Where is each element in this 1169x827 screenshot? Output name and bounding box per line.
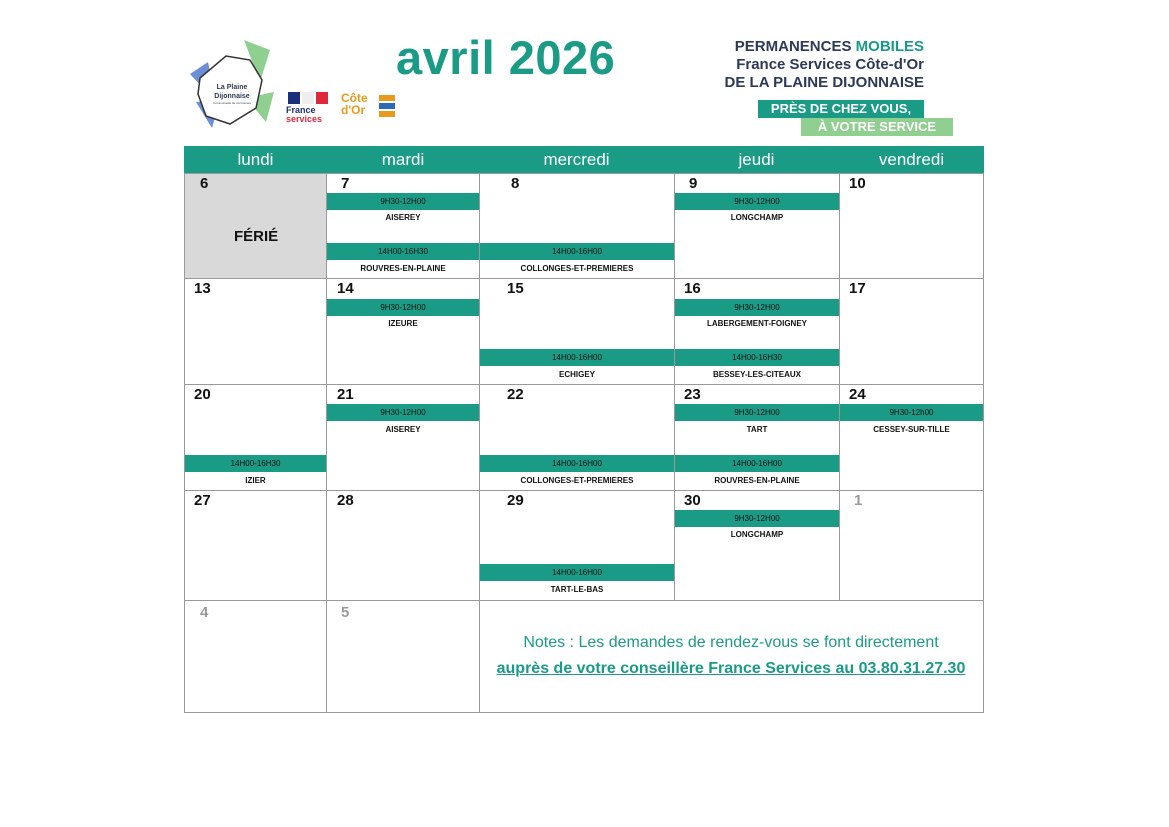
location: TART	[746, 425, 768, 434]
notes	[480, 630, 982, 682]
time-slot: 9H30-12H00	[675, 509, 839, 527]
day-number: 23	[684, 386, 701, 403]
location: CESSEY-SUR-TILLE	[873, 425, 950, 434]
day-number: 10	[849, 175, 866, 192]
day-header-mardi: mardi	[327, 146, 479, 173]
day-number: 4	[200, 604, 209, 621]
time-slot: 14H00-16H30	[675, 348, 839, 366]
location: LONGCHAMP	[730, 530, 784, 539]
time-slot: 14H00-16H00	[480, 563, 674, 581]
header-line1a: PERMANENCES	[734, 38, 852, 55]
time-slot: 9H30-12h00	[840, 403, 983, 421]
location: ROUVRES-EN-PLAINE	[714, 476, 800, 485]
notes-line1: Notes : Les demandes de rendez-vous se font directement	[523, 634, 939, 651]
day-number: 22	[507, 386, 524, 403]
location: AISEREY	[385, 425, 421, 434]
day-header-jeudi: jeudi	[674, 146, 839, 173]
location: COLLONGES-ET-PREMIERES	[520, 264, 634, 273]
day-number: 1	[854, 492, 863, 509]
day-header-vendredi: vendredi	[839, 146, 984, 173]
calendar	[184, 146, 984, 713]
time-slot: 9H30-12H00	[327, 403, 479, 421]
day-header-mercredi: mercredi	[479, 146, 674, 173]
location: COLLONGES-ET-PREMIERES	[520, 476, 634, 485]
location: AISEREY	[385, 213, 421, 222]
time-slot: 9H30-12H00	[675, 298, 839, 316]
france-services-logo: France services	[286, 92, 330, 128]
day-number: 20	[194, 386, 211, 403]
day-number: 13	[194, 280, 211, 297]
day-number: 21	[337, 386, 354, 403]
day-number: 8	[511, 175, 520, 192]
day-header-lundi: lundi	[184, 146, 327, 173]
location: TART-LE-BAS	[550, 585, 604, 594]
svg-text:Communauté de communes: Communauté de communes	[213, 101, 251, 105]
time-slot: 14H00-16H00	[675, 454, 839, 472]
badge-a-votre-service: À VOTRE SERVICE	[801, 118, 953, 136]
location: BESSEY-LES-CITEAUX	[712, 370, 801, 379]
time-slot: 14H00-16H00	[480, 242, 674, 260]
day-number: 27	[194, 492, 211, 509]
time-slot: 14H00-16H30	[327, 242, 479, 260]
notes-line2-link[interactable]: auprès de votre conseillère France Services au 03.80.31.27.30	[496, 660, 966, 677]
time-slot: 14H00-16H00	[480, 348, 674, 366]
day-cell	[674, 173, 840, 279]
location: IZIER	[245, 476, 266, 485]
day-number: 5	[341, 604, 350, 621]
time-slot: 9H30-12H00	[327, 192, 479, 210]
day-number: 28	[337, 492, 354, 509]
day-number: 15	[507, 280, 524, 297]
plaine-dijonnaise-logo	[186, 38, 278, 130]
header-text	[660, 38, 924, 92]
day-number: 7	[341, 175, 350, 192]
holiday-label: FÉRIÉ	[234, 228, 279, 245]
header-line3: DE LA PLAINE DIJONNAISE	[724, 74, 924, 91]
svg-text:Dijonnaise: Dijonnaise	[214, 93, 250, 100]
day-number: 29	[507, 492, 524, 509]
day-number: 17	[849, 280, 866, 297]
day-number: 6	[200, 175, 209, 192]
svg-text:La Plaine: La Plaine	[216, 84, 248, 91]
day-number: 16	[684, 280, 701, 297]
header-line2: France Services Côte-d'Or	[736, 56, 924, 73]
time-slot: 14H00-16H30	[185, 454, 326, 472]
day-number: 14	[337, 280, 354, 297]
time-slot: 9H30-12H00	[675, 192, 839, 210]
location: ECHIGEY	[558, 370, 595, 379]
location: IZEURE	[388, 319, 418, 328]
location: LABERGEMENT-FOIGNEY	[706, 319, 807, 328]
day-number: 30	[684, 492, 701, 509]
day-number: 9	[689, 175, 698, 192]
page-title: avril 2026	[396, 31, 616, 84]
location: ROUVRES-EN-PLAINE	[360, 264, 446, 273]
header-line1b: MOBILES	[855, 38, 924, 55]
time-slot: 9H30-12H00	[675, 403, 839, 421]
time-slot: 14H00-16H00	[480, 454, 674, 472]
location: LONGCHAMP	[730, 213, 784, 222]
badge-pres-de-chez-vous: PRÈS DE CHEZ VOUS,	[758, 100, 924, 118]
cote-dor-logo: Côte d'Or	[341, 92, 397, 126]
day-number: 24	[849, 386, 866, 403]
time-slot: 9H30-12H00	[327, 298, 479, 316]
